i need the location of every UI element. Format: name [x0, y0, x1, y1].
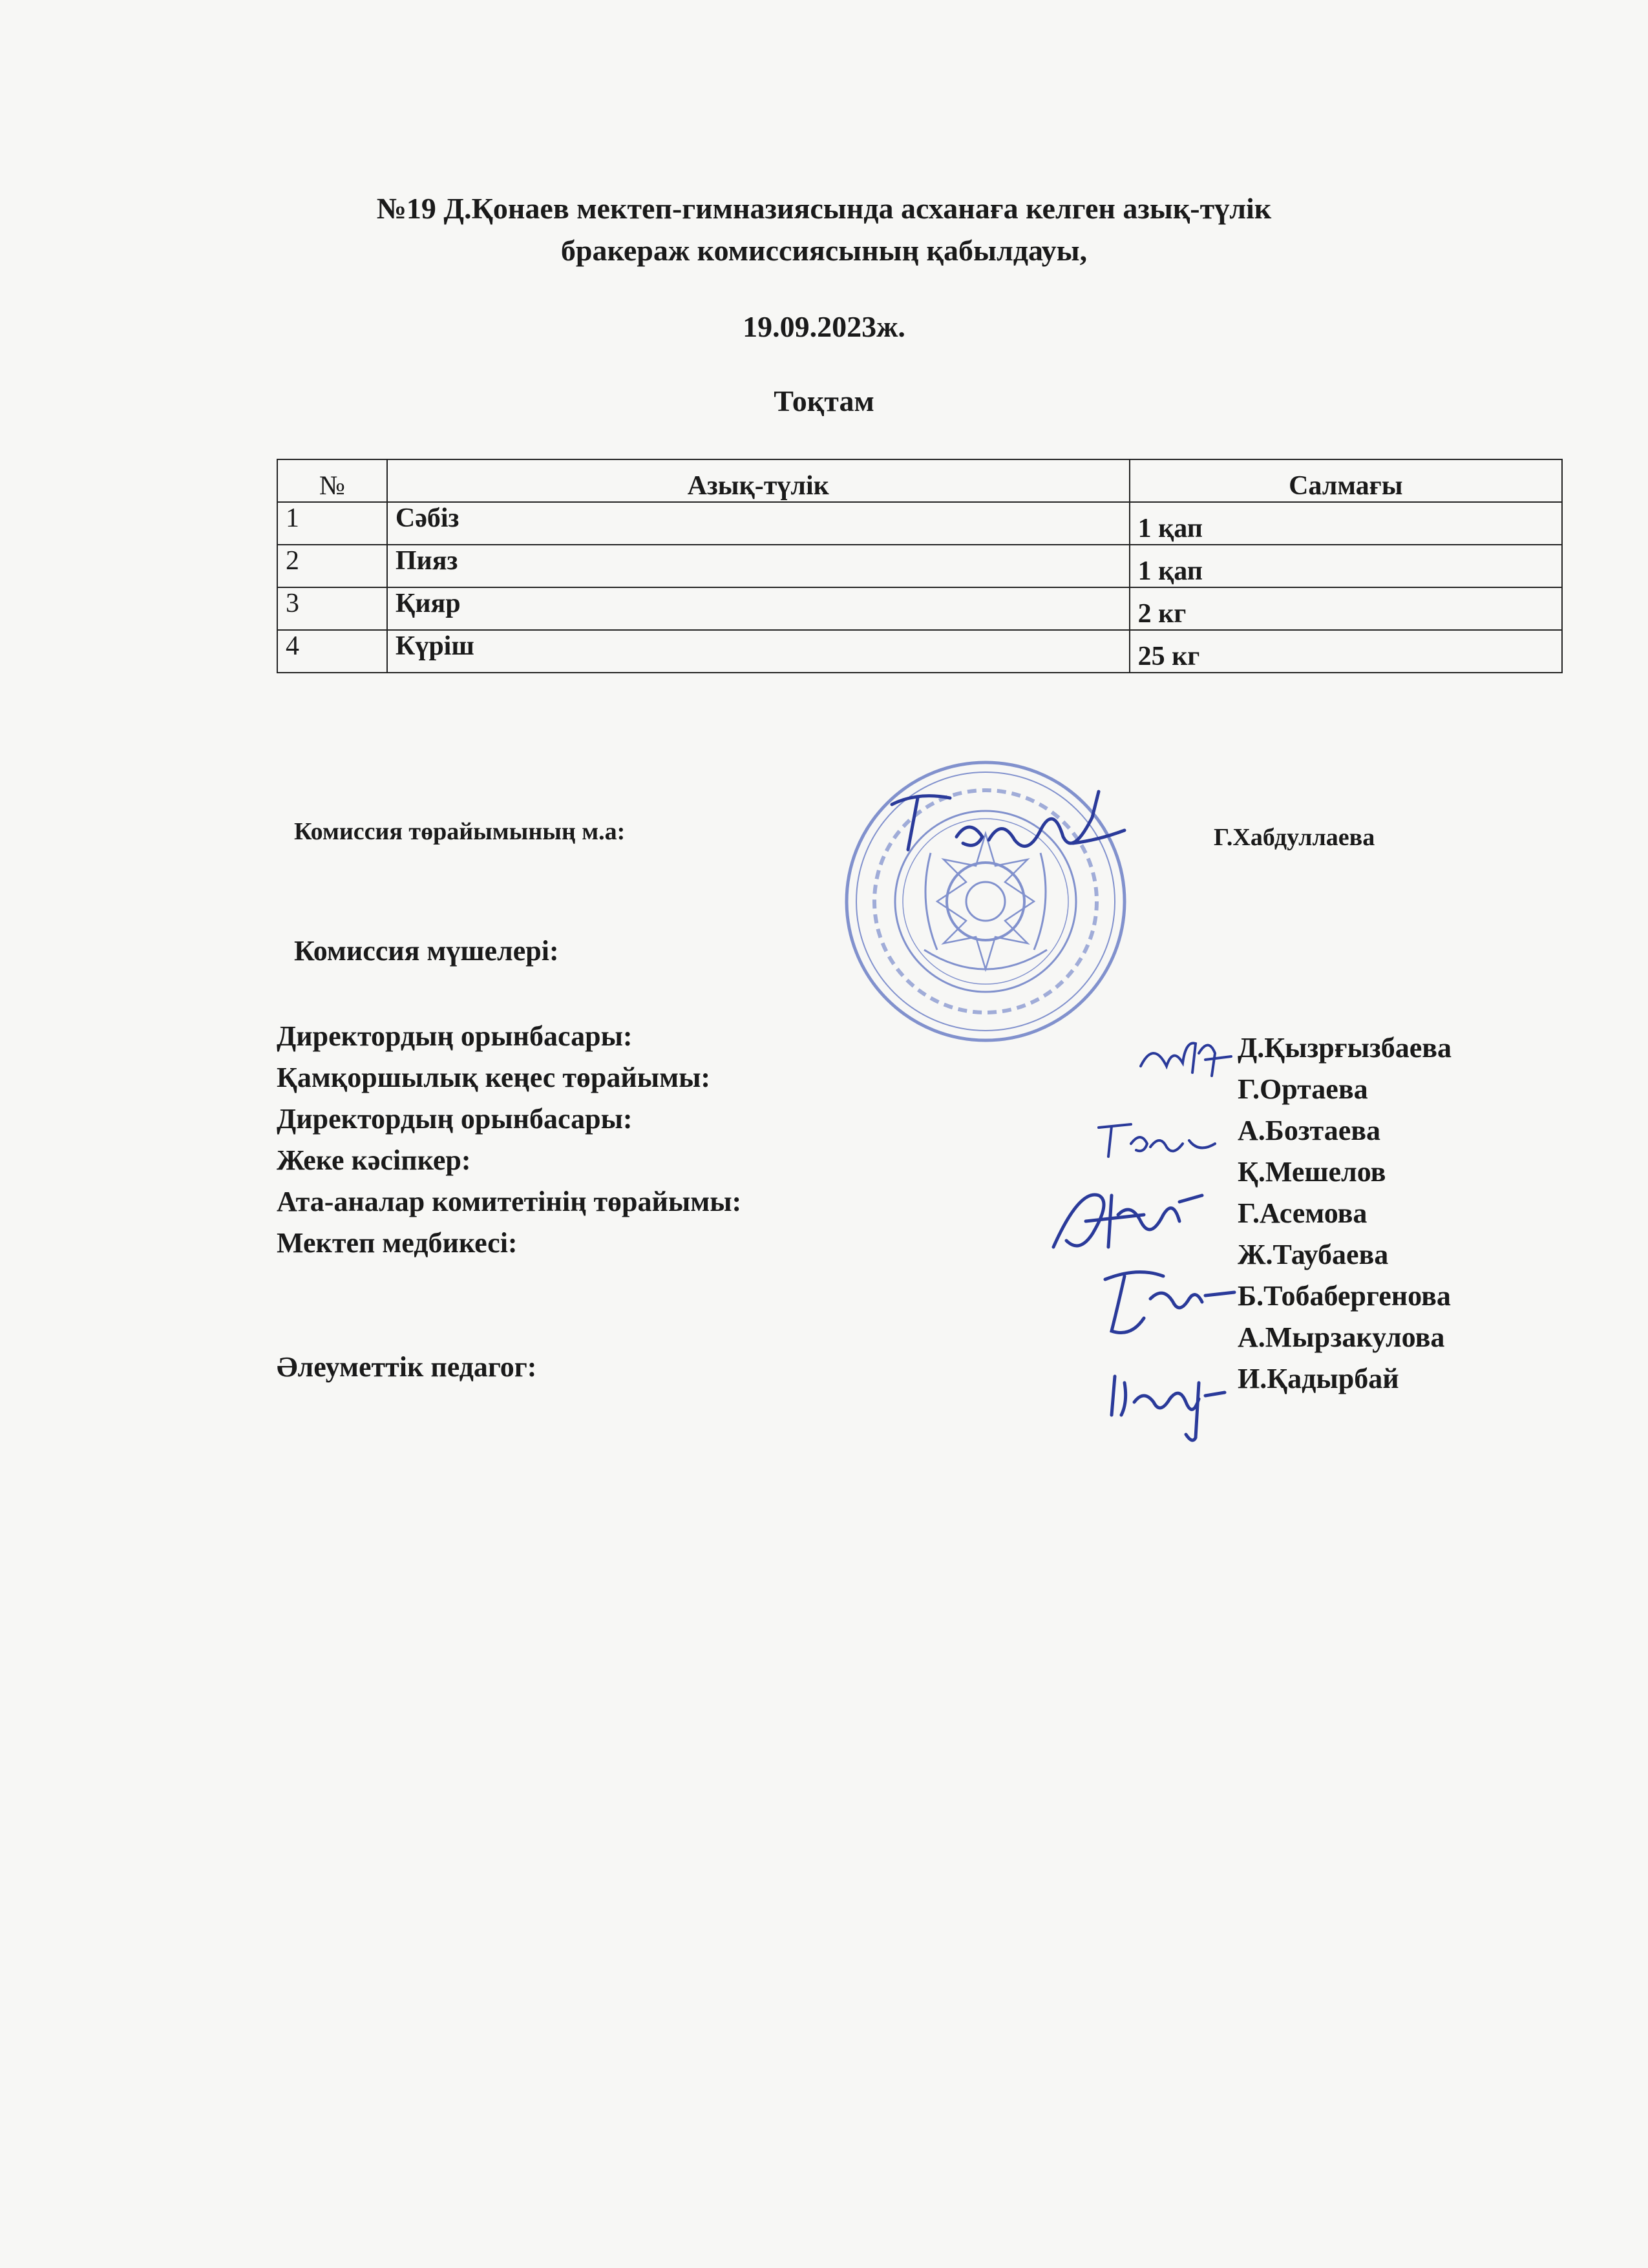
member-name: Ж.Таубаева: [1238, 1239, 1389, 1270]
table-row: [277, 545, 1562, 587]
member-role: Жеке кәсіпкер:: [277, 1144, 471, 1176]
document-date: 19.09.2023ж.: [743, 310, 905, 343]
member-role: Мектеп медбикесі:: [277, 1227, 518, 1259]
member-name: Г.Асемова: [1238, 1197, 1368, 1229]
row-product: Қияр: [387, 587, 1130, 630]
chair-role-label: Комиссия төрайымының м.а:: [294, 818, 626, 845]
member-name: Б.Тобабергенова: [1238, 1280, 1451, 1312]
table-row: [277, 587, 1562, 630]
member-role: Әлеуметтік педагог:: [277, 1351, 537, 1383]
row-weight: 2 кг: [1130, 587, 1562, 630]
row-product: Пияз: [387, 545, 1130, 587]
row-number: 4: [277, 630, 387, 673]
member-signature-icon: [1134, 1027, 1238, 1086]
row-weight: 1 қап: [1130, 545, 1562, 587]
table-row: [277, 502, 1562, 545]
member-role: [277, 1305, 741, 1347]
chair-name: Г.Хабдуллаева: [1214, 824, 1375, 851]
member-name: А.Бозтаева: [1238, 1115, 1380, 1146]
member-signature-icon: [1086, 1260, 1241, 1350]
member-names-list: [1238, 1027, 1452, 1400]
table-row: [277, 630, 1562, 673]
row-number: 3: [277, 587, 387, 630]
row-number: 2: [277, 545, 387, 587]
row-weight: 25 кг: [1130, 630, 1562, 673]
member-name: А.Мырзакулова: [1238, 1321, 1445, 1353]
member-role: Директордың орынбасары:: [277, 1103, 633, 1135]
table-header-row: [277, 459, 1562, 502]
products-table: [277, 459, 1563, 673]
member-name: Қ.Мешелов: [1238, 1156, 1386, 1188]
members-heading: Комиссия мүшелері:: [294, 935, 559, 967]
member-role: [277, 1264, 741, 1305]
header-product: Азық-түлік: [387, 459, 1130, 502]
member-name: Д.Қызрғызбаева: [1238, 1032, 1452, 1064]
row-product: Сәбіз: [387, 502, 1130, 545]
row-product: Күріш: [387, 630, 1130, 673]
header-weight: Салмағы: [1130, 459, 1562, 502]
title-line-2: бракераж комиссиясының қабылдауы,: [560, 234, 1088, 267]
document-type: Тоқтам: [774, 384, 874, 417]
member-name: И.Қадырбай: [1238, 1363, 1399, 1394]
member-role: Ата-аналар комитетінің төрайымы:: [277, 1186, 742, 1217]
row-weight: 1 қап: [1130, 502, 1562, 545]
member-signature-icon: [1086, 1115, 1228, 1166]
title-line-1: №19 Д.Қонаев мектеп-гимназиясында асханаға келген азық-түлік: [376, 192, 1272, 225]
member-role: Қамқоршылық кеңес төрайымы:: [277, 1062, 711, 1093]
header-number: №: [277, 459, 387, 502]
member-role: Директордың орынбасары:: [277, 1020, 633, 1052]
row-number: 1: [277, 502, 387, 545]
member-roles-list: [277, 1016, 741, 1388]
chair-signature-icon: [879, 779, 1137, 876]
member-signature-icon: [1102, 1363, 1231, 1447]
member-name: Г.Ортаева: [1238, 1073, 1368, 1105]
